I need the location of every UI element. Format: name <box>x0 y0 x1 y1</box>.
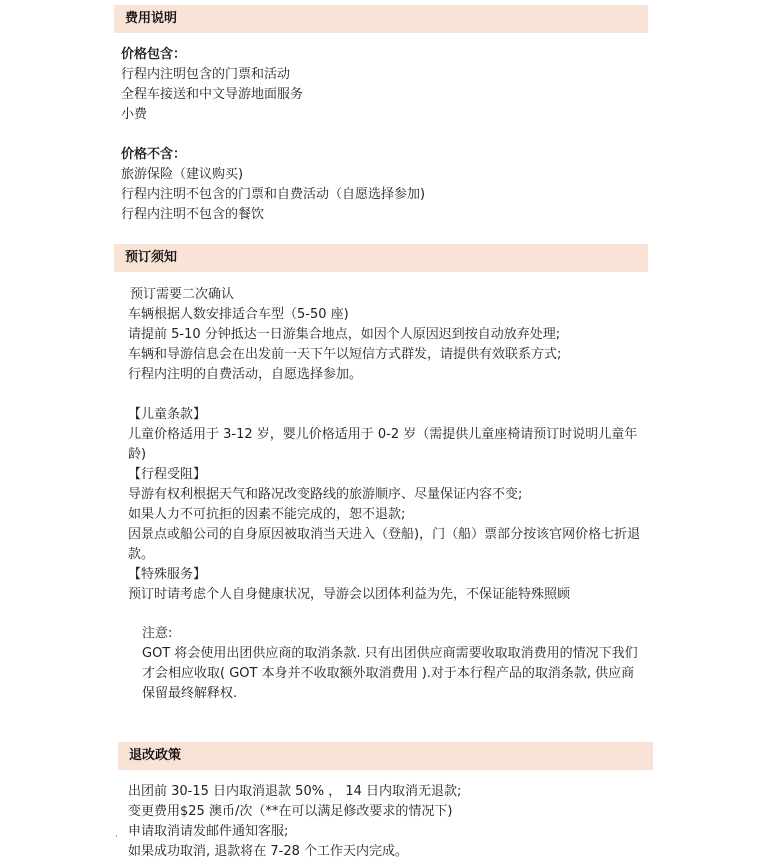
bullet-dot: · <box>115 832 118 842</box>
child-policy-block <box>128 405 648 605</box>
included-item: 行程内注明包含的门票和活动 <box>121 67 291 82</box>
fee-section-header: 费用说明 <box>114 5 648 33</box>
obstruction-line: 因景点或船公司的自身原因被取消当天进入（登船)，门（船）票部分按该官网价格七折退款。 <box>128 527 641 562</box>
booking-line: 车辆和导游信息会在出发前一天下午以短信方式群发，请提供有效联系方式; <box>128 347 562 362</box>
booking-general-block <box>121 285 651 385</box>
note-title: 注意: <box>142 626 173 641</box>
excluded-item: 旅游保险（建议购买) <box>121 167 244 182</box>
included-item: 小费 <box>121 107 148 122</box>
note-text: GOT 将会使用出团供应商的取消条款. 只有出团供应商需要收取取消费用的情况下我们才会相应收取( GOT 本身并不收取额外取消费用 ).对于本行程产品的取消条款, 供应商保留最终解释权. <box>142 646 638 701</box>
excluded-title: 价格不含： <box>121 147 187 162</box>
booking-line: 行程内注明的自费活动，自愿选择参加。 <box>128 367 363 382</box>
refund-line: 申请取消请发邮件通知客服; <box>128 824 289 839</box>
refund-block <box>128 782 658 862</box>
included-item: 全程车接送和中文导游地面服务 <box>121 87 304 102</box>
obstruction-line: 如果人力不可抗拒的因素不能完成的，恕不退款; <box>128 507 406 522</box>
refund-section-header: 退改政策 <box>118 742 653 770</box>
obstruction-title: 【行程受阻】 <box>128 467 207 482</box>
obstruction-line: 导游有权利根据天气和路况改变路线的旅游顺序、尽量保证内容不变; <box>128 487 523 502</box>
refund-line: 变更费用$25 澳币/次（**在可以满足修改要求的情况下) <box>128 804 453 819</box>
fee-excluded-block <box>121 145 651 225</box>
included-title: 价格包含： <box>121 47 187 62</box>
booking-line: 预订需要二次确认 <box>130 287 235 302</box>
booking-section-header: 预订须知 <box>114 244 648 272</box>
refund-line: 如果成功取消, 退款将在 7-28 个工作天内完成。 <box>128 844 409 859</box>
special-text: 预订时请考虑个人自身健康状况，导游会以团体利益为先，不保证能特殊照顾 <box>128 587 571 602</box>
note-block <box>142 624 644 704</box>
booking-line: 车辆根据人数安排适合车型（5-50 座) <box>128 307 349 322</box>
child-title: 【儿童条款】 <box>128 407 207 422</box>
fee-included-block <box>121 45 651 125</box>
excluded-item: 行程内注明不包含的餐饮 <box>121 207 265 222</box>
child-text: 儿童价格适用于 3-12 岁，婴儿价格适用于 0-2 岁（需提供儿童座椅请预订时说明儿童年龄) <box>128 427 638 462</box>
booking-line: 请提前 5-10 分钟抵达一日游集合地点，如因个人原因迟到按自动放弃处理; <box>128 327 561 342</box>
refund-line: 出团前 30-15 日内取消退款 50% ， 14 日内取消无退款; <box>128 784 462 799</box>
special-title: 【特殊服务】 <box>128 567 207 582</box>
excluded-item: 行程内注明不包含的门票和自费活动（自愿选择参加) <box>121 187 426 202</box>
